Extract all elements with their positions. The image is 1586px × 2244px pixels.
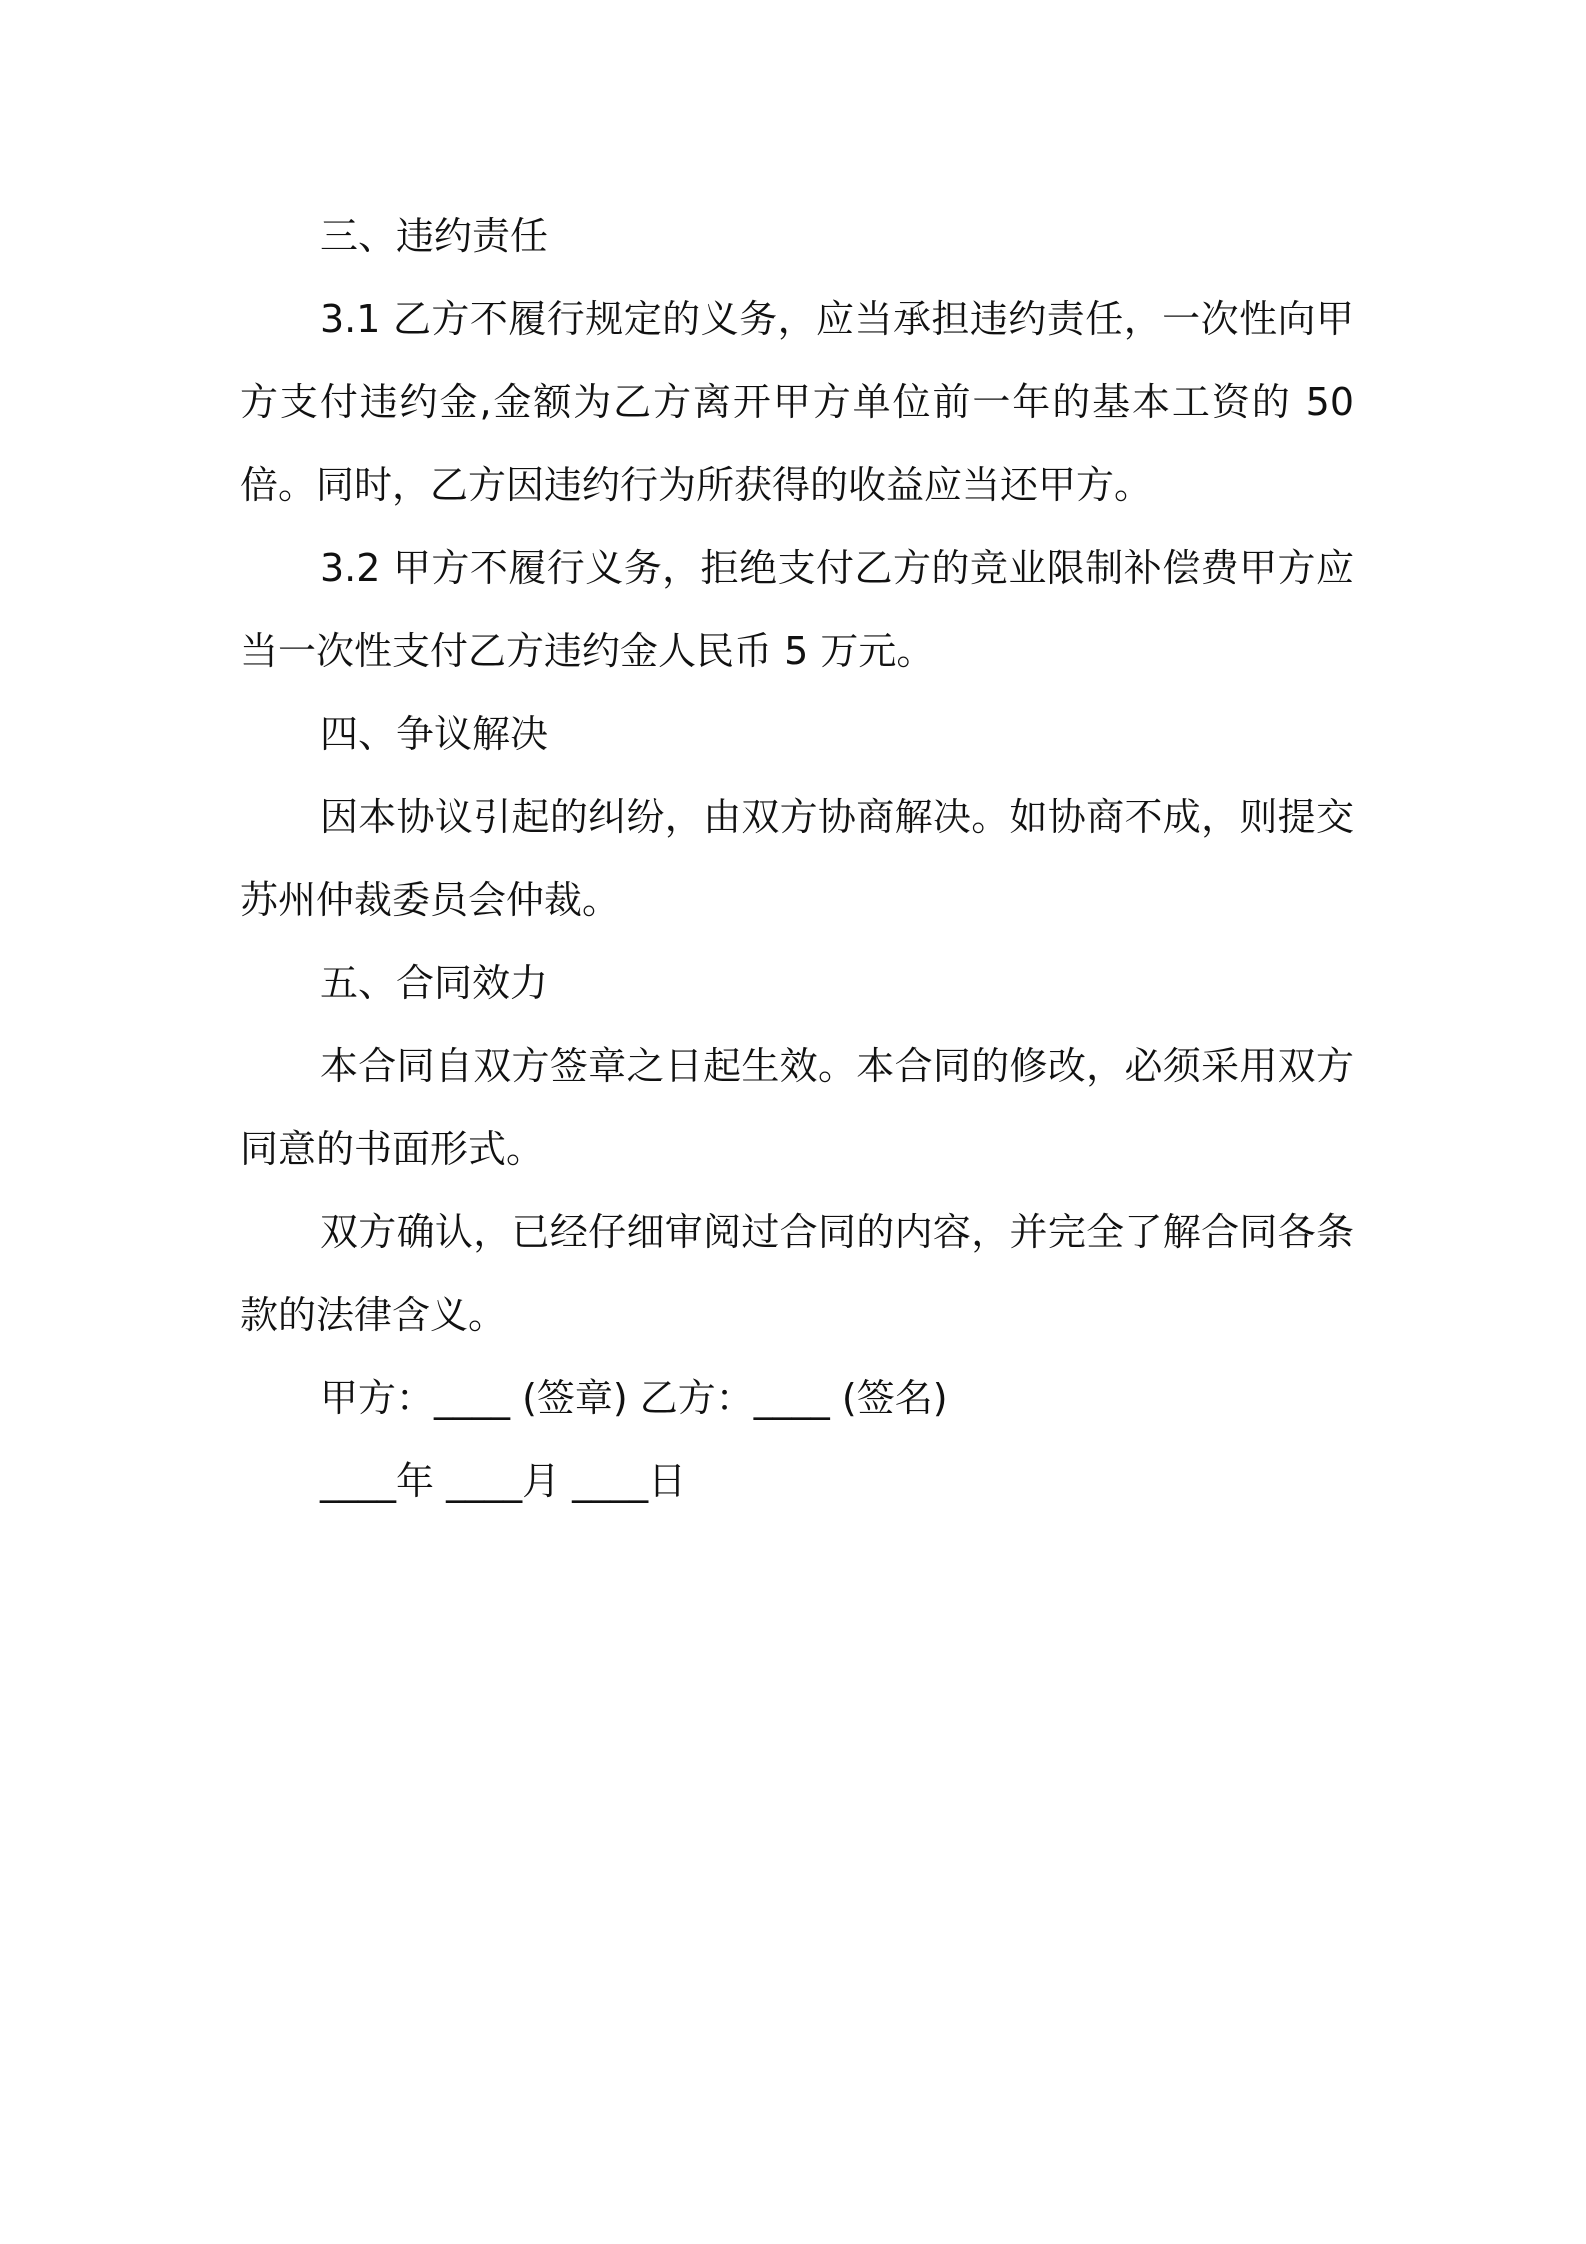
section-3-heading: 三、违约责任 <box>320 214 549 258</box>
section-4-heading: 四、争议解决 <box>320 712 549 756</box>
document-body <box>240 195 1354 1523</box>
clause-3-1: 3.1 乙方不履行规定的义务，应当承担违约责任，一次性向甲方支付违约金,金额为乙方离开甲方单位前一年的基本工资的 50 倍。同时，乙方因违约行为所获得的收益应当还甲方。 <box>240 297 1354 507</box>
section-5-heading: 五、合同效力 <box>320 961 549 1005</box>
date-line: ____年 ____月 ____日 <box>320 1459 687 1503</box>
clause-3-2: 3.2 甲方不履行义务，拒绝支付乙方的竞业限制补偿费甲方应当一次性支付乙方违约金人民币 5 万元。 <box>240 546 1354 673</box>
section-4-body: 因本协议引起的纠纷，由双方协商解决。如协商不成，则提交苏州仲裁委员会仲裁。 <box>240 795 1354 922</box>
section-5-body: 本合同自双方签章之日起生效。本合同的修改，必须采用双方同意的书面形式。 <box>240 1044 1354 1171</box>
confirmation-paragraph: 双方确认，已经仔细审阅过合同的内容，并完全了解合同各条款的法律含义。 <box>240 1210 1354 1337</box>
signature-line: 甲方：____ (签章) 乙方：____ (签名) <box>320 1376 948 1420</box>
